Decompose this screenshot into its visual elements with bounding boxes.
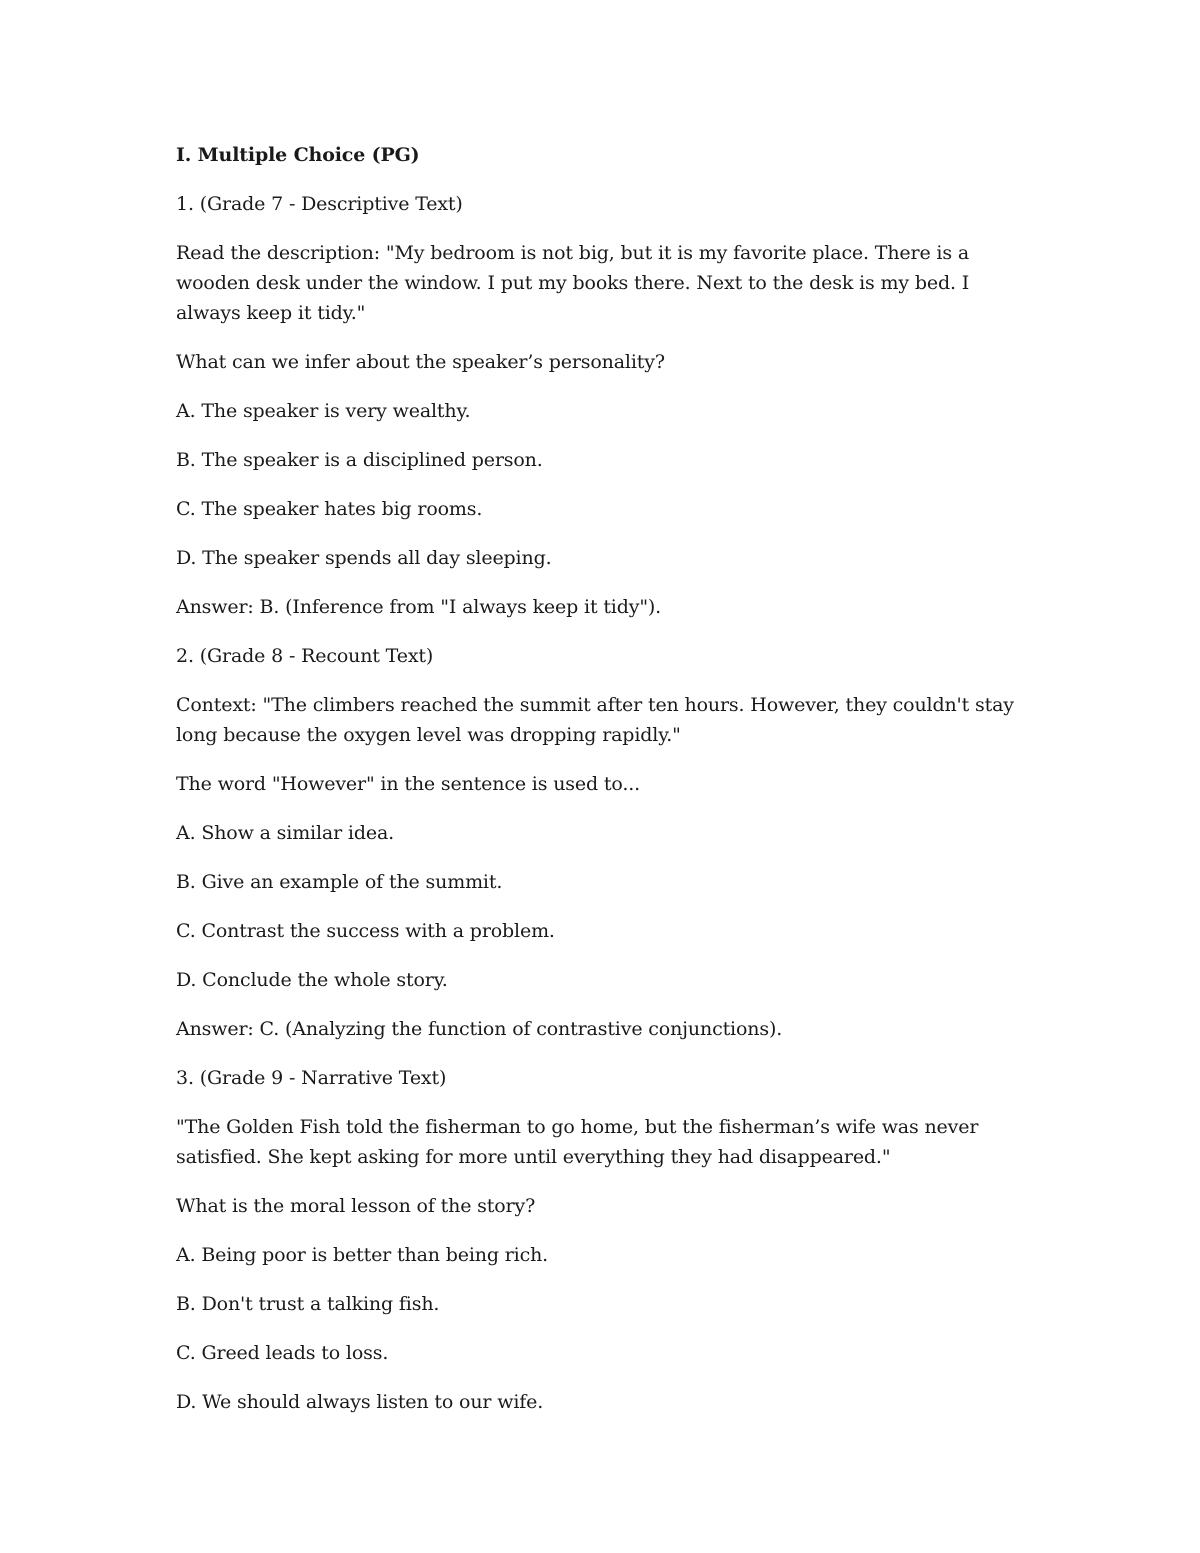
option-b: B. Give an example of the summit. [176, 871, 503, 893]
section-title: I. Multiple Choice (PG) [176, 144, 420, 166]
question-prompt: What can we infer about the speaker’s personality? [176, 351, 665, 373]
question-passage: "The Golden Fish told the fisherman to go home, but the fisherman’s wife was never satisfied. She kept asking for more until everything they had disappeared." [176, 1116, 979, 1168]
answer-key: Answer: B. (Inference from "I always keep it tidy"). [176, 596, 662, 618]
question-heading: 2. (Grade 8 - Recount Text) [176, 645, 434, 667]
question-2 [176, 641, 1026, 1044]
answer-key: Answer: C. (Analyzing the function of contrastive conjunctions). [176, 1018, 783, 1040]
option-a: A. Being poor is better than being rich. [176, 1244, 549, 1266]
answer-options [176, 818, 1026, 995]
document-body [176, 140, 1026, 1436]
option-a: A. Show a similar idea. [176, 822, 395, 844]
question-passage: Context: "The climbers reached the summit after ten hours. However, they couldn't stay long because the oxygen level was dropping rapidly." [176, 694, 1014, 746]
question-passage: Read the description: "My bedroom is not big, but it is my favorite place. There is a wooden desk under the window. I put my books there. Next to the desk is my bed. I always keep it tidy." [176, 242, 970, 324]
option-c: C. Contrast the success with a problem. [176, 920, 555, 942]
question-1 [176, 189, 1026, 622]
answer-options [176, 396, 1026, 573]
option-b: B. Don't trust a talking fish. [176, 1293, 440, 1315]
question-heading: 1. (Grade 7 - Descriptive Text) [176, 193, 463, 215]
answer-options [176, 1240, 1026, 1417]
question-prompt: What is the moral lesson of the story? [176, 1195, 536, 1217]
option-b: B. The speaker is a disciplined person. [176, 449, 543, 471]
question-prompt: The word "However" in the sentence is used to... [176, 773, 641, 795]
option-a: A. The speaker is very wealthy. [176, 400, 471, 422]
question-3 [176, 1063, 1026, 1417]
option-d: D. We should always listen to our wife. [176, 1391, 544, 1413]
option-c: C. The speaker hates big rooms. [176, 498, 483, 520]
option-c: C. Greed leads to loss. [176, 1342, 389, 1364]
option-d: D. Conclude the whole story. [176, 969, 448, 991]
option-d: D. The speaker spends all day sleeping. [176, 547, 552, 569]
question-heading: 3. (Grade 9 - Narrative Text) [176, 1067, 447, 1089]
